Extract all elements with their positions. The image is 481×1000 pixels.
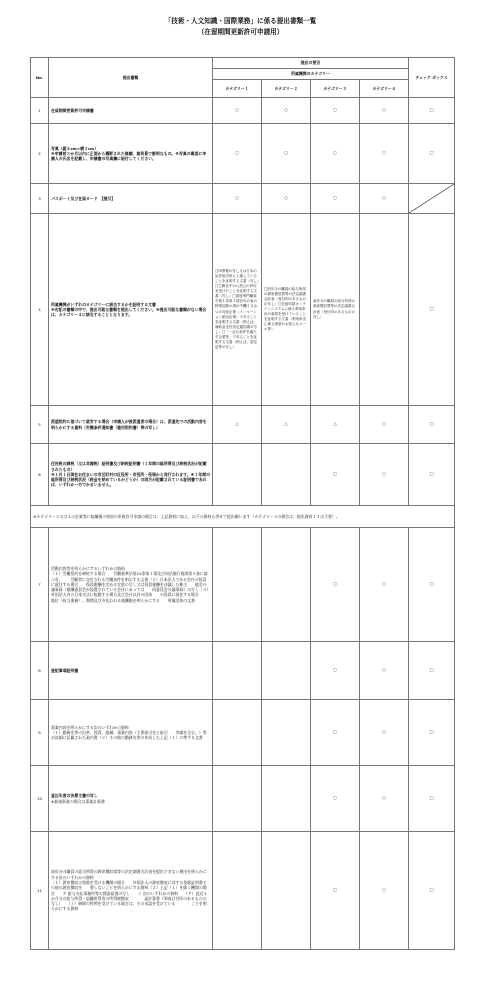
title-line-2: （在留期間更新許可申請用）	[197, 28, 284, 36]
row-number: 6	[31, 444, 49, 506]
mark-circle: ○	[360, 184, 409, 214]
checkbox[interactable]: □	[409, 98, 455, 124]
mark-triangle: △	[262, 406, 311, 444]
header-no: No.	[31, 58, 49, 98]
category-note: ※カテゴリー３又は４の企業等に転職後の初回の更新許可申請の場合は、上記資料に加え、以下の資料も併せて提出願います（カテゴリー３の場合は、提出資料１２は不要）。	[31, 506, 455, 528]
checkbox[interactable]: □	[409, 214, 455, 406]
mark-circle: ○	[262, 124, 311, 184]
row-number: 4	[31, 214, 49, 406]
row-title: 活動内容等を明らかにするいずれかの資料	[51, 565, 125, 571]
title-line-1: 「技術・人文知識・国際業務」に係る提出書類一覧	[164, 17, 317, 25]
mark-circle: ○	[311, 444, 360, 506]
mark-circle: ○	[311, 528, 360, 642]
row-title: 住民税の課税（又は非課税）証明書及び納税証明書（１年間の総所得及び納税状況が記載されたもの）	[51, 461, 207, 472]
row-detail: （１）労働契約を締結する場合 労働基準法第15条第１項及び同法施行規則第５条に基づき、 労働者に交付される労働条件を明示する文書（２）日本法人である会社の役員に就任する場合 役員報酬を定める定款の写し又は役員報酬を決議した株主 総会の議事録（報酬委員会が設置されている会社にあっては 同委員会の議事録）の写し（３）外国法人内の日本支店に転勤する場合及び会社以外の団体 の役員に就任する場合 地位（担当業務）、期間及び支払われる報酬額を明らかにする 所属団体の文書	[51, 571, 209, 603]
empty-cell	[213, 642, 262, 700]
empty-cell	[262, 444, 311, 506]
mark-circle: ○	[360, 766, 409, 832]
mark-circle: ○	[213, 124, 262, 184]
category-4-empty	[360, 214, 409, 406]
table-row	[31, 184, 455, 214]
empty-cell	[262, 766, 311, 832]
row-number: 7	[31, 528, 49, 642]
row-title: パスポート及び在留カード 【提示】	[49, 184, 213, 214]
mark-triangle: △	[213, 406, 262, 444]
row-title: 直近年度の決算文書の写し	[51, 793, 98, 799]
row-title-cell	[49, 528, 213, 642]
header-cat3: カテゴリー３	[311, 80, 360, 98]
mark-circle: ○	[262, 184, 311, 214]
empty-cell	[262, 642, 311, 700]
document-title	[0, 16, 481, 38]
mark-circle: ○	[311, 124, 360, 184]
row-title: 前年分の職員の給与所得の源泉徴収票等の法定調書合計表を提出できない理由を明らかにする次のいずれかの資料	[51, 869, 207, 880]
category-1-docs: □四季報の写し又は日本の証券取引所に上場していることを証明する文書（写し）□主務官庁から設立の許可を受けたことを証明する文書（写し）□高度専門職省令第１条第１項各号の表の特別加算の項の中欄イ又はロの対象企業（イノベーション創出企業）であることを証明する文書（例えば、補助金交付決定通知書の写し）□「一定の条件を満たす企業等」であることを証明する文書（例えば、認定証等の写し）	[213, 214, 262, 406]
row-number: 10	[31, 766, 49, 832]
checkbox[interactable]: □	[409, 406, 455, 444]
row-detail: ※新規事業の場合は事業計画書	[51, 798, 105, 804]
mark-circle: ○	[311, 766, 360, 832]
empty-cell	[213, 528, 262, 642]
mark-triangle: △	[311, 406, 360, 444]
checkbox[interactable]: □	[409, 766, 455, 832]
mark-circle: ○	[360, 406, 409, 444]
empty-cell	[213, 444, 262, 506]
checkbox[interactable]: □	[409, 124, 455, 184]
slash-line	[409, 184, 454, 213]
row-title-cell	[49, 214, 213, 406]
category-3-docs: 前年分の職員の給与所得の源泉徴収票等の法定調書合計表（受付印のあるものの写し）	[311, 214, 360, 406]
mark-circle: ○	[360, 832, 409, 950]
mark-circle: ○	[360, 124, 409, 184]
header-cat1: カテゴリー１	[213, 80, 262, 98]
mark-circle: ○	[360, 98, 409, 124]
mark-circle: ○	[360, 528, 409, 642]
table-row	[31, 406, 455, 444]
row-number: 11	[31, 832, 49, 950]
row-title: 所属機関がいずれのカテゴリーに該当するかを証明する文書	[51, 301, 156, 307]
row-detail: ※右記の書類の中で、提出可能な書類を提出してください。※提出可能な書類がない場合は、カテゴリー４に該当することとなります。	[51, 306, 207, 318]
slashed-cell	[409, 184, 455, 214]
empty-cell	[262, 832, 311, 950]
checkbox[interactable]: □	[409, 642, 455, 700]
mark-circle: ○	[360, 642, 409, 700]
header-cat2: カテゴリー２	[262, 80, 311, 98]
checkbox[interactable]: □	[409, 528, 455, 642]
mark-circle: ○	[311, 832, 360, 950]
row-title-cell	[49, 124, 213, 184]
row-detail: （１）勤務先等の沿革、役員、組織、事業内容（主要取引先と取引 実績を含む。）等が詳細に記載された案内書（２）その他の勤務先等の作成した上記（１）に準ずる文書	[51, 729, 207, 741]
header-cat4: カテゴリー４	[360, 80, 409, 98]
row-detail: ※申請前３か月以内に正面から撮影された無帽、無背景で鮮明なもの。※写真の裏面に申請人の氏名を記載し、申請書の写真欄に貼付してください。	[51, 150, 207, 162]
checkbox[interactable]: □	[409, 444, 455, 506]
empty-cell	[262, 700, 311, 766]
documents-table	[30, 57, 455, 950]
mark-circle: ○	[213, 98, 262, 124]
row-title-cell	[49, 700, 213, 766]
table-row	[31, 98, 455, 124]
header-category-group: 所属機関のカテゴリー	[213, 69, 409, 80]
row-title: 事業内容を明らかにする次のいずれかの資料	[51, 724, 129, 730]
row-number: 5	[31, 406, 49, 444]
table-row	[31, 700, 455, 766]
table-row	[31, 642, 455, 700]
mark-circle: ○	[360, 444, 409, 506]
row-title: 写真（縦４cm×横３cm）	[51, 145, 99, 151]
empty-cell	[213, 766, 262, 832]
row-number: 3	[31, 184, 49, 214]
table-row	[31, 528, 455, 642]
row-number: 1	[31, 98, 49, 124]
empty-cell	[262, 528, 311, 642]
mark-circle: ○	[311, 642, 360, 700]
mark-circle: ○	[213, 184, 262, 214]
row-detail: ※１月１日現在お住まいの市区町村の区役所・市役所・役場から発行されます。※１年間の総所得及び納税状況（税金を納めているかどうか）の両方が記載されている証明書であれば、いずれか一方でかまいません。	[51, 471, 210, 488]
row-title: 登記事項証明書	[49, 642, 213, 700]
row-title-cell	[49, 766, 213, 832]
header-docs: 提出書類	[49, 58, 213, 98]
mark-circle: ○	[311, 98, 360, 124]
table-row	[31, 124, 455, 184]
row-detail: （１）源泉徴収の免除を受ける機関の場合 外国法人の源泉徴収に対する免除証明書その他の源泉徴収を 要しないことを明らかにする資料（２）上記（１）を除く機関の場合 ア 給与支払事務所等の開設届書の写し イ 次のいずれかの資料 （ア）直近３か月分の給与所得・退職所得等の所得税徴収 高計算書（領収日付印のあるものの写し） （イ）納期の特例を受けている場合は、その承認を受けている ことを明らかにする資料	[51, 879, 208, 912]
empty-cell	[213, 700, 262, 766]
checkbox[interactable]: □	[409, 832, 455, 950]
row-title: 派遣契約に基づいて就労する場合（申請人が被派遣者の場合）は、派遣先での活動内容を明らかにする資料（労働条件通知書（雇用契約書）等の写し）	[49, 406, 213, 444]
mark-circle: ○	[360, 700, 409, 766]
row-number: 8	[31, 642, 49, 700]
row-number: 2	[31, 124, 49, 184]
header-required: 提出の要否	[213, 58, 409, 69]
mark-circle: ○	[262, 98, 311, 124]
mark-circle: ○	[311, 700, 360, 766]
row-number: 9	[31, 700, 49, 766]
checkbox[interactable]: □	[409, 700, 455, 766]
category-2-docs: □前年分の職員の給与所得の源泉徴収票等の法定調書合計表（受付印のあるものの写し）□在留申請オンラインシステムに係る利用申出の承認を受けていることを証明する文書（利用申出に係る承認のお知らせメール等）	[262, 214, 311, 406]
table-row	[31, 444, 455, 506]
empty-cell	[213, 832, 262, 950]
header-check: チェック ボックス	[409, 58, 455, 98]
row-title-cell	[49, 832, 213, 950]
table-row	[31, 766, 455, 832]
table-row	[31, 214, 455, 406]
row-title-cell	[49, 444, 213, 506]
mark-circle: ○	[311, 184, 360, 214]
table-row	[31, 832, 455, 950]
row-title: 在留期間更新許可申請書	[49, 98, 213, 124]
